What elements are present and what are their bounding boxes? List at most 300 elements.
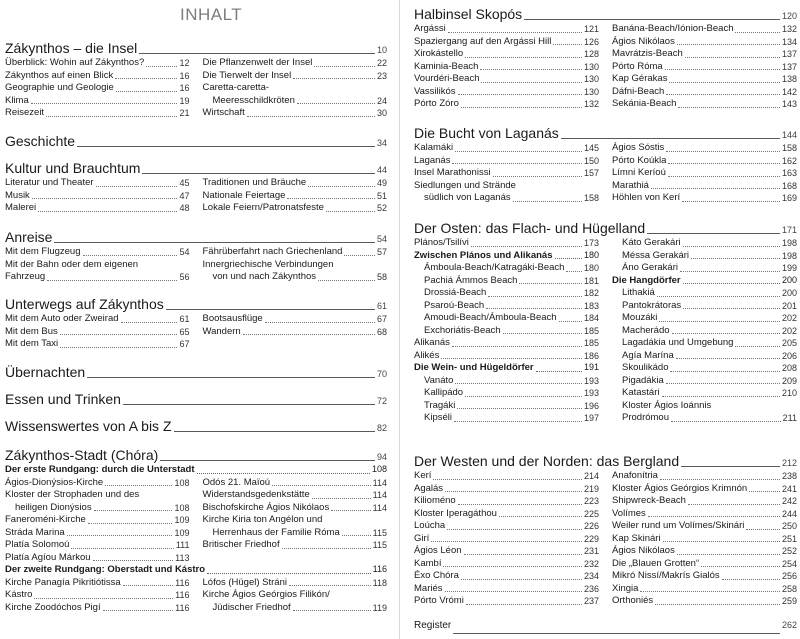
toc-entry[interactable] xyxy=(5,202,190,215)
page-number: 182 xyxy=(583,288,599,298)
toc-entry[interactable] xyxy=(612,36,797,49)
toc-entry[interactable] xyxy=(203,539,388,552)
page-number: 114 xyxy=(372,490,387,500)
dot-leader xyxy=(297,102,375,104)
dot-leader xyxy=(677,43,780,45)
dot-leader xyxy=(31,102,178,104)
toc-entry[interactable] xyxy=(612,412,797,425)
entry-title: Mavrátzis-Beach xyxy=(612,48,683,59)
toc-entry[interactable] xyxy=(5,489,190,502)
page-number: 229 xyxy=(583,533,599,544)
toc-entry[interactable] xyxy=(203,502,388,515)
toc-entry[interactable] xyxy=(203,259,388,272)
dot-leader xyxy=(431,540,582,542)
toc-entry[interactable] xyxy=(612,350,797,363)
page-number: 244 xyxy=(781,508,797,519)
dot-leader xyxy=(683,307,780,309)
entry-title: Malerei xyxy=(5,202,37,213)
toc-entry[interactable] xyxy=(5,326,190,339)
toc-section xyxy=(5,133,387,150)
toc-entry[interactable] xyxy=(612,545,797,558)
section-page-number: 34 xyxy=(376,138,387,148)
entry-title: Bischofskirche Ágios Nikólaos xyxy=(202,501,330,513)
section-heading[interactable] xyxy=(5,160,387,177)
toc-entry[interactable] xyxy=(612,595,797,608)
toc-entry[interactable] xyxy=(414,570,599,583)
dot-leader xyxy=(60,346,177,348)
toc-entry[interactable] xyxy=(414,558,599,571)
toc-entry[interactable] xyxy=(5,177,190,190)
page-number: 250 xyxy=(781,521,797,531)
toc-entry[interactable] xyxy=(5,539,190,552)
page-number: 237 xyxy=(583,596,599,606)
toc-section xyxy=(5,418,387,435)
toc-entry[interactable] xyxy=(612,558,797,571)
toc-entry[interactable] xyxy=(414,73,599,86)
dot-leader xyxy=(60,333,178,335)
page-number: 200 xyxy=(781,288,797,298)
toc-entry[interactable] xyxy=(612,400,797,413)
toc-entry[interactable] xyxy=(414,312,599,325)
page-number: 115 xyxy=(372,540,387,550)
toc-entry[interactable] xyxy=(5,527,190,540)
page-number: 137 xyxy=(781,61,797,72)
section-heading[interactable] xyxy=(5,391,387,408)
dot-leader xyxy=(265,321,375,323)
toc-entry[interactable] xyxy=(203,313,388,326)
entry-title: südlich von Laganás xyxy=(424,192,511,203)
toc-entry[interactable] xyxy=(612,583,797,596)
section-title: Der Westen und der Norden: das Bergland xyxy=(414,453,680,469)
toc-entry[interactable] xyxy=(414,48,599,61)
section-heading[interactable] xyxy=(414,125,797,142)
toc-entry[interactable] xyxy=(414,36,599,49)
toc-entry[interactable] xyxy=(203,602,388,615)
section-heading[interactable] xyxy=(5,364,387,381)
toc-entry[interactable] xyxy=(612,237,797,250)
page-number: 219 xyxy=(583,483,599,494)
page-number: 114 xyxy=(372,477,387,488)
section-page-number: 44 xyxy=(376,165,387,175)
section-entries xyxy=(5,313,387,351)
toc-entry[interactable] xyxy=(5,82,190,95)
toc-entry[interactable] xyxy=(5,552,190,565)
section-entries xyxy=(414,237,797,425)
toc-entry[interactable] xyxy=(5,477,190,490)
page-number: 162 xyxy=(781,155,797,166)
entry-title: Kilioméno xyxy=(414,495,456,506)
toc-entry[interactable] xyxy=(5,589,190,602)
entry-title: Meeresschildkröten xyxy=(212,94,295,106)
dot-leader xyxy=(488,295,582,297)
section-rule xyxy=(524,18,780,20)
toc-entry[interactable] xyxy=(612,167,797,180)
dot-leader xyxy=(443,565,582,567)
page-number: 251 xyxy=(781,533,797,544)
toc-entry[interactable] xyxy=(414,86,599,99)
section-heading[interactable] xyxy=(414,620,797,637)
entry-title: Pórto Róma xyxy=(612,60,663,72)
toc-entry[interactable] xyxy=(414,167,599,180)
dot-leader xyxy=(503,332,582,334)
entry-title: Prodrómou xyxy=(622,412,669,423)
section-heading[interactable] xyxy=(414,453,797,470)
section-title: Zákynthos – die Insel xyxy=(5,40,138,56)
dot-leader xyxy=(34,597,173,599)
toc-entry[interactable] xyxy=(5,313,190,326)
dot-leader xyxy=(455,382,582,384)
dot-leader xyxy=(662,395,780,397)
entry-title: Kirche Zoodóchos Pigí xyxy=(5,601,101,613)
section-heading[interactable] xyxy=(5,447,387,464)
page-number: 52 xyxy=(376,203,387,213)
section-entries xyxy=(5,246,387,284)
entry-title: Volímes xyxy=(612,507,646,519)
dot-leader xyxy=(676,357,780,359)
entry-title: Katastári xyxy=(622,387,660,398)
toc-entry[interactable] xyxy=(203,177,388,190)
toc-section xyxy=(5,40,387,120)
toc-entry[interactable] xyxy=(414,180,599,193)
toc-entry[interactable] xyxy=(414,545,599,558)
section-page-number: 144 xyxy=(781,130,797,140)
page-number: 181 xyxy=(583,275,599,286)
page-number: 209 xyxy=(781,375,797,386)
section-heading[interactable] xyxy=(5,418,387,435)
entry-title: Bootsausflüge xyxy=(202,313,263,324)
entry-title: Ámboula-Beach/Katragáki-Beach xyxy=(424,262,565,273)
toc-entry[interactable] xyxy=(612,73,797,86)
subsection-heading[interactable] xyxy=(5,464,387,477)
page-number: 130 xyxy=(583,86,599,97)
page-number: 183 xyxy=(583,300,599,311)
entry-title: Fährüberfahrt nach Griechenland xyxy=(202,246,343,257)
toc-entry[interactable] xyxy=(612,495,797,508)
toc-entry[interactable] xyxy=(414,533,599,546)
section-rule xyxy=(139,52,375,54)
dot-leader xyxy=(243,333,375,335)
toc-entry[interactable] xyxy=(414,375,599,388)
toc-entry[interactable] xyxy=(612,312,797,325)
toc-entry[interactable] xyxy=(203,57,388,70)
section-rule xyxy=(647,232,780,234)
page-number: 57 xyxy=(376,247,387,257)
toc-entry[interactable] xyxy=(612,192,797,205)
toc-entry[interactable] xyxy=(203,107,388,120)
section-title: Register xyxy=(414,620,452,631)
toc-entry[interactable] xyxy=(5,95,190,108)
section-rule xyxy=(77,145,375,147)
toc-entry[interactable] xyxy=(414,142,599,155)
page-number: 169 xyxy=(781,193,797,203)
dot-leader xyxy=(553,43,582,45)
toc-entry[interactable] xyxy=(612,61,797,74)
toc-entry[interactable] xyxy=(414,387,599,400)
page-number: 132 xyxy=(781,24,797,34)
page-number: 68 xyxy=(376,326,387,337)
section-title: Wissenswertes von A bis Z xyxy=(5,418,172,434)
dot-leader xyxy=(461,106,582,108)
entry-title: Die Tierwelt der Insel xyxy=(202,69,292,81)
toc-entry[interactable] xyxy=(612,23,797,36)
toc-entry[interactable] xyxy=(612,470,797,483)
dot-leader xyxy=(452,345,582,347)
toc-entry[interactable] xyxy=(203,190,388,203)
entry-title: Kloster der Strophaden und des xyxy=(5,489,140,500)
section-heading[interactable] xyxy=(5,133,387,150)
toc-entry[interactable] xyxy=(612,375,797,388)
dot-leader xyxy=(46,115,177,117)
page-number: 21 xyxy=(179,108,190,118)
dot-leader xyxy=(668,162,780,164)
page-number: 199 xyxy=(781,263,797,273)
subsection-heading[interactable] xyxy=(414,250,599,263)
toc-entry[interactable] xyxy=(203,489,388,502)
toc-section xyxy=(5,447,387,614)
entry-title: Spaziergang auf den Argássi Hill xyxy=(414,35,552,47)
toc-entry[interactable] xyxy=(612,287,797,300)
dot-leader xyxy=(454,420,582,422)
section-title: Halbinsel Skopós xyxy=(414,6,523,22)
page-number: 180 xyxy=(583,249,599,260)
entry-title: Dáfni-Beach xyxy=(612,85,665,97)
page-number: 205 xyxy=(781,338,797,348)
toc-entry[interactable] xyxy=(5,514,190,527)
dot-leader xyxy=(682,200,780,202)
toc-entry[interactable] xyxy=(612,142,797,155)
toc-entry[interactable] xyxy=(5,577,190,590)
toc-entry[interactable] xyxy=(414,325,599,338)
entry-title: Ágios-Dionýsios-Kirche xyxy=(5,476,104,488)
toc-entry[interactable] xyxy=(612,98,797,111)
toc-entry[interactable] xyxy=(203,82,388,95)
toc-entry[interactable] xyxy=(203,70,388,83)
page-number: 114 xyxy=(372,502,387,513)
entry-title: Literatur und Theater xyxy=(5,177,94,188)
toc-entry[interactable] xyxy=(612,337,797,350)
toc-section xyxy=(5,160,387,215)
entry-title: Agalás xyxy=(414,482,444,494)
section-heading[interactable] xyxy=(5,296,387,313)
toc-entry[interactable] xyxy=(203,589,388,602)
entry-title: Geographie und Geologie xyxy=(5,82,114,93)
toc-entry[interactable] xyxy=(203,326,388,339)
entry-title: Mit der Bahn oder dem eigenen xyxy=(5,258,139,270)
dot-leader xyxy=(247,115,375,117)
entry-title: Die Pflanzenwelt der Insel xyxy=(202,57,313,68)
section-heading[interactable] xyxy=(414,220,797,237)
section-rule xyxy=(166,308,375,310)
toc-entry[interactable] xyxy=(612,570,797,583)
entry-title: Kap Gérakas xyxy=(612,73,668,84)
dot-leader xyxy=(293,77,375,79)
toc-entry[interactable] xyxy=(414,61,599,74)
dot-leader xyxy=(272,484,371,486)
toc-entry[interactable] xyxy=(612,180,797,193)
toc-entry[interactable] xyxy=(414,337,599,350)
subsection-heading[interactable] xyxy=(414,362,599,375)
dot-leader xyxy=(671,420,781,422)
toc-entry[interactable] xyxy=(612,508,797,521)
toc-entry[interactable] xyxy=(414,262,599,275)
toc-entry[interactable] xyxy=(612,48,797,61)
section-page-number: 70 xyxy=(376,369,387,379)
entry-title: Klima xyxy=(5,94,29,106)
section-heading[interactable] xyxy=(414,6,797,23)
dot-leader xyxy=(735,31,779,33)
toc-entry[interactable] xyxy=(414,23,599,36)
page-number: 145 xyxy=(583,143,599,153)
section-heading[interactable] xyxy=(5,40,387,57)
dot-leader xyxy=(640,590,780,592)
dot-leader xyxy=(433,478,582,480)
toc-entry[interactable] xyxy=(414,520,599,533)
section-page-number: 10 xyxy=(376,45,387,55)
toc-entry[interactable] xyxy=(612,387,797,400)
entry-title: Loúcha xyxy=(414,520,446,531)
dot-leader xyxy=(669,81,780,83)
page-number: 48 xyxy=(179,203,190,213)
toc-entry[interactable] xyxy=(612,325,797,338)
section-heading[interactable] xyxy=(5,229,387,246)
toc-right-column xyxy=(414,0,797,639)
entry-title: Lithakiá xyxy=(622,287,655,298)
page-number: 54 xyxy=(179,247,190,257)
toc-entry[interactable] xyxy=(414,400,599,413)
entry-title: Kirche Kiria ton Angélon und xyxy=(202,514,323,525)
toc-entry[interactable] xyxy=(612,155,797,168)
section-rule xyxy=(174,430,375,432)
dot-leader xyxy=(447,528,582,530)
dot-leader xyxy=(465,395,582,397)
dot-leader xyxy=(115,77,177,79)
page-number: 116 xyxy=(372,564,387,574)
dot-leader xyxy=(735,345,780,347)
toc-entry[interactable] xyxy=(414,192,599,205)
page-number: 116 xyxy=(175,577,190,588)
toc-entry[interactable] xyxy=(5,70,190,83)
section-title: Essen und Trinken xyxy=(5,391,121,407)
page-number: 193 xyxy=(583,388,599,398)
dot-leader xyxy=(93,559,174,561)
entry-title: Pantokrátoras xyxy=(622,299,682,311)
toc-entry[interactable] xyxy=(414,470,599,483)
toc-entry[interactable] xyxy=(5,57,190,70)
dot-leader xyxy=(105,484,172,486)
entry-title: Kástro xyxy=(5,589,33,600)
page-number: 210 xyxy=(781,388,797,398)
page-number: 108 xyxy=(174,502,190,513)
section-title: Zákynthos-Stadt (Chóra) xyxy=(5,447,159,463)
page-number: 186 xyxy=(583,350,599,361)
toc-entry[interactable] xyxy=(5,246,190,259)
toc-entry[interactable] xyxy=(414,155,599,168)
toc-entry[interactable] xyxy=(5,338,190,351)
toc-entry[interactable] xyxy=(5,107,190,120)
page-number: 109 xyxy=(174,527,190,538)
toc-entry[interactable] xyxy=(203,527,388,540)
toc-entry[interactable] xyxy=(5,602,190,615)
toc-entry[interactable] xyxy=(414,350,599,363)
toc-entry[interactable] xyxy=(612,483,797,496)
page-number: 109 xyxy=(174,515,190,525)
toc-entry[interactable] xyxy=(414,237,599,250)
dot-leader xyxy=(481,81,581,83)
entry-title: Überblick: Wohin auf Zákynthos? xyxy=(5,57,145,68)
entry-title: Vanáto xyxy=(424,374,454,386)
entry-title: Herrenhaus der Familie Róma xyxy=(212,526,340,538)
toc-entry[interactable] xyxy=(414,275,599,288)
toc-entry[interactable] xyxy=(414,98,599,111)
page-number: 234 xyxy=(583,571,599,581)
entry-title: Ágios Léon xyxy=(414,545,462,556)
dot-leader xyxy=(672,332,780,334)
page-number: 173 xyxy=(583,238,599,248)
toc-entry[interactable] xyxy=(414,583,599,596)
entry-title: Lagadákia und Umgebung xyxy=(622,337,734,348)
entry-title: Alikanás xyxy=(414,337,450,348)
section-page-number: 82 xyxy=(376,423,387,433)
page-number: 150 xyxy=(583,155,599,166)
section-rule xyxy=(54,241,375,243)
toc-entry[interactable] xyxy=(612,262,797,275)
toc-entry[interactable] xyxy=(5,259,190,272)
dot-leader xyxy=(461,578,582,580)
toc-entry[interactable] xyxy=(414,495,599,508)
entry-title: Reisezeit xyxy=(5,107,45,118)
toc-entry[interactable] xyxy=(5,271,190,284)
toc-entry[interactable] xyxy=(203,202,388,215)
dot-leader xyxy=(32,197,178,199)
toc-entry[interactable] xyxy=(612,300,797,313)
dot-leader xyxy=(486,307,582,309)
toc-entry[interactable] xyxy=(612,520,797,533)
dot-leader xyxy=(47,279,177,281)
section-page-number: 212 xyxy=(781,458,797,468)
toc-entry[interactable] xyxy=(5,190,190,203)
toc-entry[interactable] xyxy=(203,246,388,259)
page-number: 196 xyxy=(583,400,599,411)
toc-entry[interactable] xyxy=(5,502,190,515)
dot-leader xyxy=(94,509,173,511)
entry-title: Zákynthos auf einen Blick xyxy=(5,69,114,81)
toc-entry[interactable] xyxy=(414,595,599,608)
toc-entry[interactable] xyxy=(612,533,797,546)
toc-entry[interactable] xyxy=(414,300,599,313)
dot-leader xyxy=(464,553,582,555)
toc-entry[interactable] xyxy=(612,250,797,263)
toc-entry[interactable] xyxy=(414,287,599,300)
section-title: Die Bucht von Laganás xyxy=(414,125,559,141)
toc-entry[interactable] xyxy=(203,271,388,284)
page-number: 208 xyxy=(781,363,797,373)
toc-entry[interactable] xyxy=(414,412,599,425)
entry-title: Pigadákia xyxy=(622,374,664,386)
toc-entry[interactable] xyxy=(203,477,388,490)
entry-title: Fahrzeug xyxy=(5,271,46,282)
toc-entry[interactable] xyxy=(612,86,797,99)
dot-leader xyxy=(666,93,780,95)
toc-entry[interactable] xyxy=(414,508,599,521)
toc-entry[interactable] xyxy=(203,577,388,590)
toc-entry[interactable] xyxy=(612,362,797,375)
toc-entry[interactable] xyxy=(203,514,388,527)
entry-title: Pachiá Ámmos Beach xyxy=(424,274,518,286)
subsection-heading[interactable] xyxy=(5,564,387,577)
toc-entry[interactable] xyxy=(414,483,599,496)
toc-entry[interactable] xyxy=(203,95,388,108)
subsection-heading[interactable] xyxy=(612,275,797,288)
